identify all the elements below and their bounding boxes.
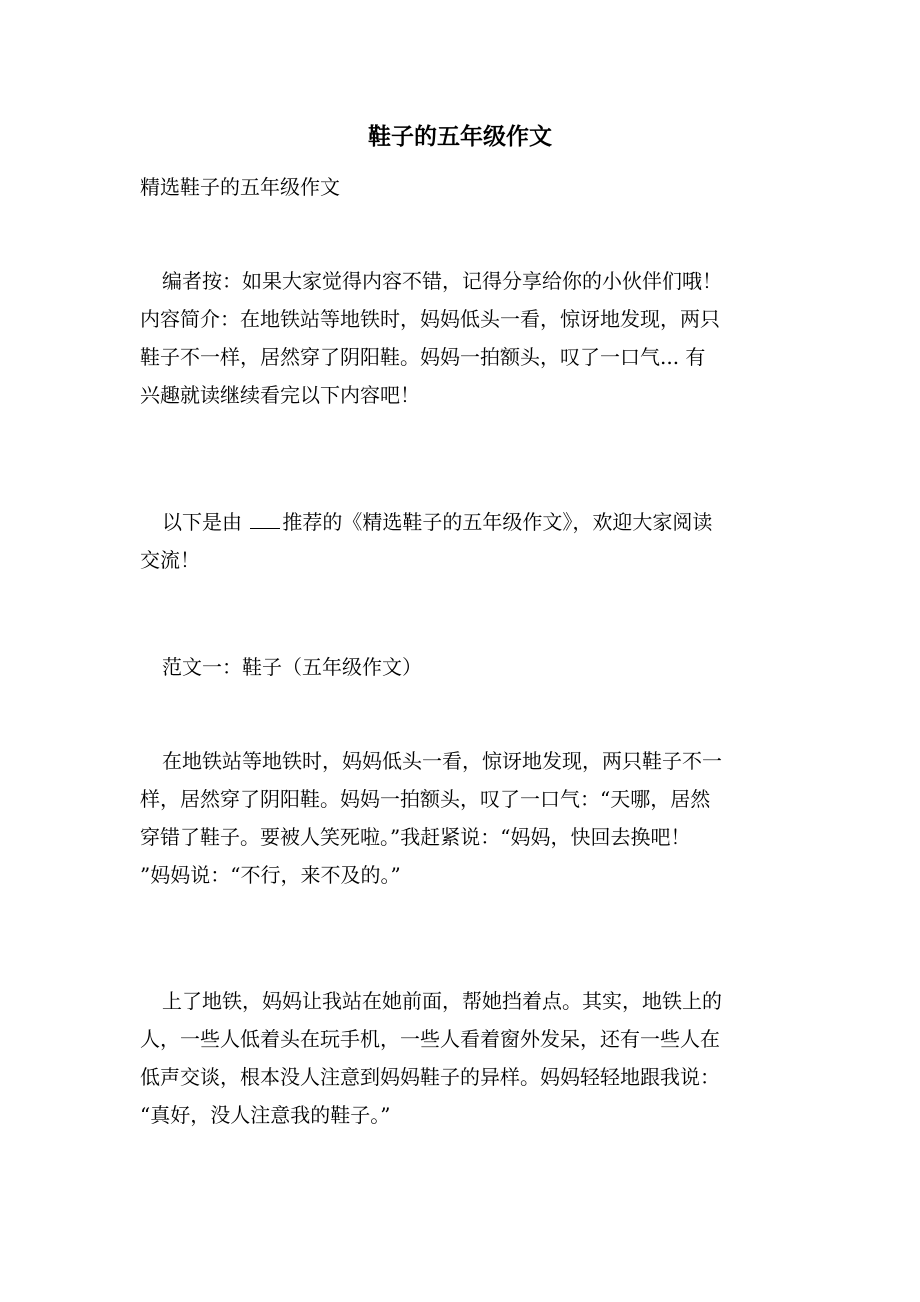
recommend-paragraph [140, 503, 780, 579]
document-title: 鞋子的五年级作文 [368, 123, 552, 150]
story-paragraph-2 [140, 982, 780, 1134]
story-line: 人，一些人低着头在玩手机，一些人看着窗外发呆，还有一些人在 [140, 1027, 720, 1051]
intro-line: 内容简介：在地铁站等地铁时，妈妈低头一看，惊讶地发现，两只 [140, 307, 720, 331]
story-line: 上了地铁，妈妈让我站在她前面，帮她挡着点。其实，地铁上的 [162, 989, 722, 1013]
intro-line: 兴趣就读继续看完以下内容吧！ [140, 383, 420, 407]
intro-line: 鞋子不一样，居然穿了阴阳鞋。妈妈一拍额头，叹了一口气... 有 [140, 345, 706, 369]
story-line: 在地铁站等地铁时，妈妈低头一看，惊讶地发现，两只鞋子不一 [162, 749, 722, 773]
intro-line: 编者按：如果大家觉得内容不错，记得分享给你的小伙伴们哦！ [162, 269, 722, 293]
recommend-line [140, 503, 780, 541]
recommend-line: 交流！ [140, 548, 200, 572]
story-line: 样，居然穿了阴阳鞋。妈妈一拍额头，叹了一口气：“天哪，居然 [140, 787, 711, 811]
recommend-text-before: 以下是由 [162, 510, 242, 534]
story-line: 低声交谈，根本没人注意到妈妈鞋子的异样。妈妈轻轻地跟我说： [140, 1065, 720, 1089]
story-line: “真好，没人注意我的鞋子。” [140, 1103, 391, 1127]
document-subtitle: 精选鞋子的五年级作文 [140, 175, 340, 199]
recommend-text-after: 推荐的《精选鞋子的五年级作文》，欢迎大家阅读 [282, 510, 713, 534]
story-line: ”妈妈说：“不行，来不及的。” [140, 863, 401, 887]
story-line: 穿错了鞋子。要被人笑死啦。”我赶紧说：“妈妈，快回去换吧！ [140, 825, 691, 849]
story-paragraph-1 [140, 742, 780, 894]
author-blank [250, 510, 280, 529]
intro-paragraph [140, 262, 780, 414]
section-heading: 范文一：鞋子（五年级作文） [162, 655, 422, 679]
section-heading-paragraph [140, 648, 780, 686]
